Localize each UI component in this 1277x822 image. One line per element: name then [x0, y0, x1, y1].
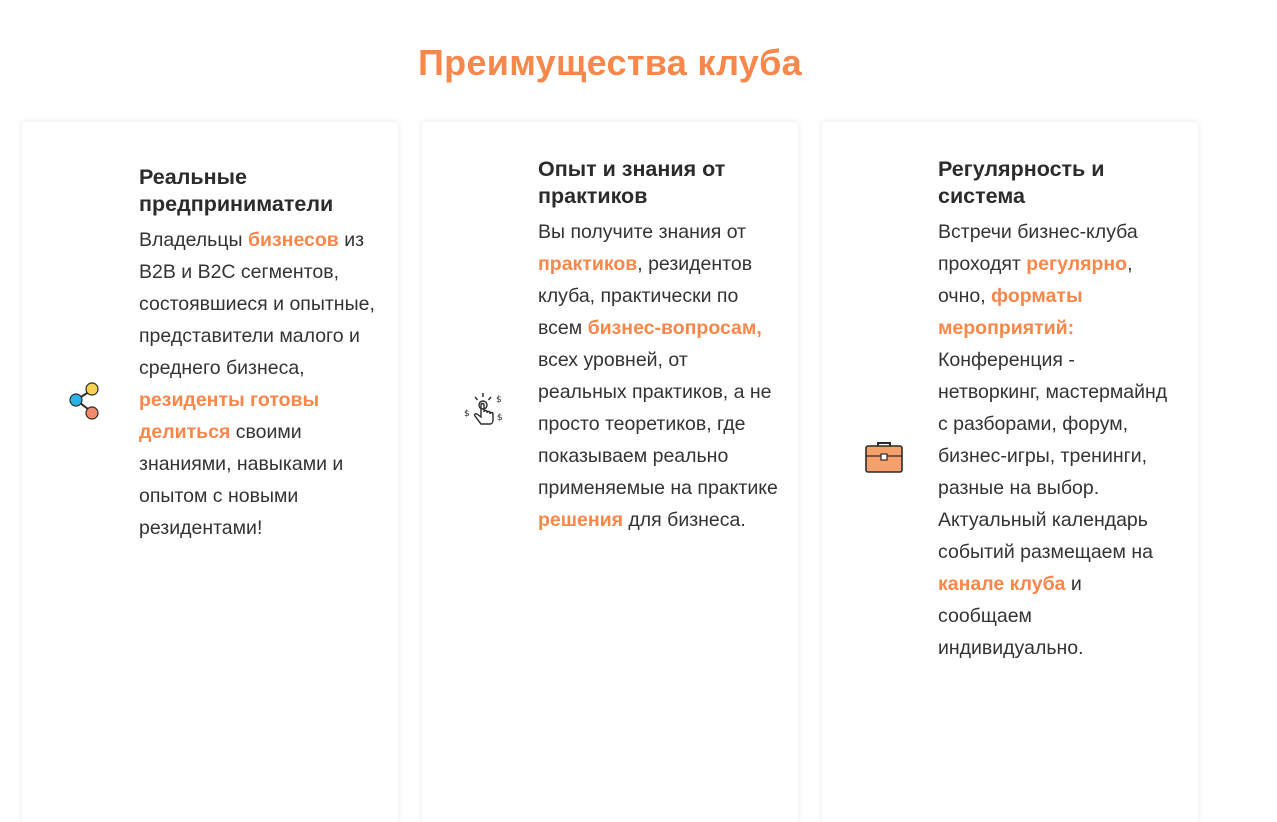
advantage-card-entrepreneurs — [22, 122, 398, 822]
card-heading: Регулярность и система — [938, 157, 1105, 208]
touch-money-icon — [462, 390, 506, 437]
card-description: Владельцы бизнесов из B2B и B2C сегментов, состоявшиеся и опытные, представители малого и среднего бизнеса, резиденты готовы делиться своими знаниями, навыками и опытом с новыми резидентами! — [139, 229, 375, 539]
card-description: Встречи бизнес-клуба проходят регулярно, очно, форматы мероприятий: Конференция - нетворкинг, мастермайнд с разборами, форум, бизнес-игры, тренинги, разные на выбор. Актуальный календарь событий размещаем на канале клуба и сообщаем индивидуально. — [938, 221, 1168, 659]
section-title: Преимущества клуба — [418, 42, 802, 83]
card-heading: Опыт и знания от практиков — [538, 157, 726, 208]
svg-text:$: $ — [464, 409, 470, 419]
svg-text:$: $ — [496, 395, 502, 405]
share-network-icon — [68, 380, 100, 427]
card-heading: Реальные предприниматели — [139, 165, 334, 216]
briefcase-icon — [864, 440, 904, 479]
card-description: Вы получите знания от практиков, резидентов клуба, практически по всем бизнес-вопросам, всех уровней, от реальных практиков, а не просто теоретиков, где показываем реально применяемые на практике решения для бизнеса. — [538, 221, 778, 531]
advantage-card-regularity — [822, 122, 1198, 822]
svg-text:$: $ — [497, 413, 503, 423]
advantage-card-experience — [422, 122, 798, 822]
